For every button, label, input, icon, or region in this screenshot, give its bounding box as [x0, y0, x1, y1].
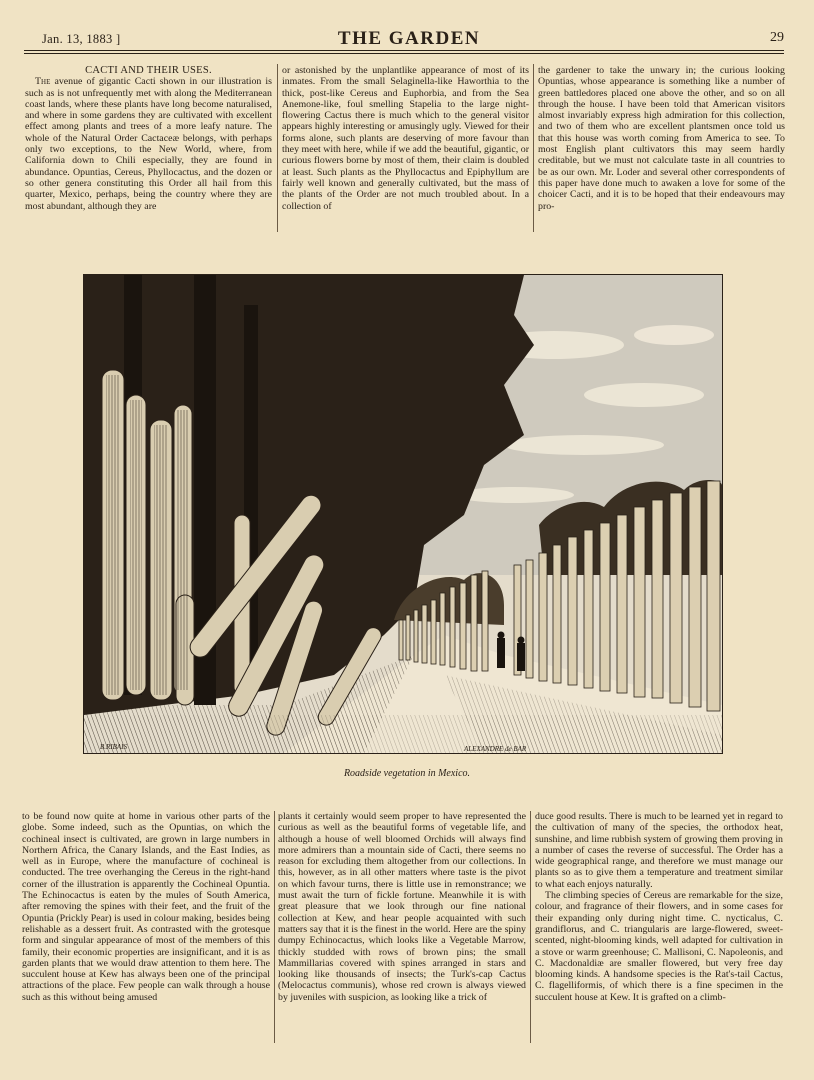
header-rule-thick [24, 50, 784, 51]
paragraph: the gardener to take the unwary in; the curious looking Opuntias, whose appearance is something like a number of green battledores placed one above the other, and so on all through the house. I have been told that American visitors almost invariably express high admiration for this collection, and two of them who are excellent plantsmen once told us that this house was worth coming from America to see. To most English plant cultivators this may seem hardly creditable, but we must not calculate taste in all countries to be as our own. Mr. Loder and several other correspondents of this paper have done much to awaken a love for some of the choicer Cacti, and it is to be hoped that their endeavours may pro- [538, 65, 785, 212]
issue-date: Jan. 13, 1883 ] [42, 32, 121, 46]
page-number: 29 [770, 30, 784, 45]
paragraph: plants it certainly would seem proper to have represented the curious as well as the beautiful forms of vegetable life, and although a house of well bloomed Orchids will always find more admirers than a mountain side of Cacti, there seems no reason for excluding them altogether from our collections. In this, however, as in all other matters where taste is the pivot on which favour turns, there is little use in remonstrance; we must await the turn of fickle fortune. Meanwhile it is with great pleasure that we look through our fine national collection at Kew, and hear people acquainted with such matters say that it is the finest in the world. Here are the spiny dumpy Echinocactus, which looks like a Vegetable Marrow, thickly studded with rows of brown pins; the small Mammillarias covered with spines arranged in stars and looking like thousands of insects; the Turk's-cap Cactus (Melocactus communis), whose red crown is always viewed by juveniles with suspicion, as looking like a trick of [278, 811, 526, 1003]
engraver-signature-right: ALEXANDRE de BAR [464, 745, 527, 753]
article-intro-paragraph [25, 76, 272, 212]
bottom-column-3 [535, 811, 783, 1003]
engraver-signature-left: B.RIBAIS [100, 743, 128, 751]
page-header [34, 30, 784, 50]
column-divider [533, 64, 534, 232]
column-divider [274, 811, 275, 1043]
section-title: CACTI AND THEIR USES. [85, 65, 212, 76]
header-rule-thin [24, 53, 784, 54]
paragraph: or astonished by the unplantlike appearance of most of its inmates. From the small Selaginella-like Haworthia to the thick, post-like Cereus and Euphorbia, and from the Sea Anemone-like, foul smelling Stapelia to the large night-flowering Cactus there is much which to the general visitor appears highly interesting or amusingly ugly. Viewed for their forms alone, such plants are deserving of more favour than they meet with here, while if we add the beautiful, gigantic, or curious flowers borne by most of them, their claim is doubled at least. Such plants as the Phyllocactus and Epiphyllum are fairly well known and generally cultivated, but the mass of the plants of the Order are not much troubled about. In a collection of [282, 65, 529, 212]
paragraph: duce good results. There is much to be learned yet in regard to the cultivation of many of the species, the orthodox heat, sunshine, and lime rubbish system of growing them proving in a number of cases the reverse of successful. The Order has a wide geographical range, and therefore we must manage our plants so as to give them a temperature and treatment similar to what each enjoys naturally. [535, 811, 783, 890]
bottom-column-1 [22, 811, 270, 1003]
column-divider [530, 811, 531, 1043]
top-column-1 [25, 65, 272, 212]
roadside-cacti-engraving [84, 275, 722, 753]
bottom-column-2 [278, 811, 526, 1003]
top-column-2 [282, 65, 529, 212]
paragraph: The climbing species of Cereus are remarkable for the size, colour, and fragrance of their flowers, and in some cases for their expanding only during night time. C. nycticalus, C. grandiflorus, and C. triangularis are large-flowered, sweet-scented, night-blooming kinds, well adapted for cultivation in a stove or warm greenhouse; C. Mallisoni, C. Napoleonis, and C. Macdonaldiæ are smaller flowered, but very free day blooming kinds. A handsome species is the Rat's-tail Cactus, C. flagelliformis, of which there is a fine specimen in the succulent house at Kew. It is grafted on a climb- [535, 890, 783, 1003]
top-column-3 [538, 65, 785, 212]
journal-title: THE GARDEN [337, 28, 481, 49]
column-divider [277, 64, 278, 232]
paragraph: to be found now quite at home in various other parts of the globe. Some indeed, such as the Opuntias, on which the cochineal insect is cultivated, are grown in large numbers in Northern Africa, the Canary Islands, and the East Indies, as well as in Europe, where the manufacture of cochineal is conducted. The tree overhanging the Cereus in the right-hand corner of the illustration is apparently the Cochineal Opuntia. The Echinocactus is eaten by the mules of South America, after removing the spines with their feet, and the fruit of the Opuntia (Prickly Pear) is used in colour making, besides being relishable as a dessert fruit. As contrasted with the grotesque form and singular appearance of most of the members of this family, their economic properties are insignificant, and it is as garden plants that we would draw attention to them here. The succulent house at Kew has always been one of the principal attractions of the place. Few people can walk through a house such as this without being amused [22, 811, 270, 1003]
intro-text: avenue of gigantic Cacti shown in our illustration is such as is not unfrequently met with along the Mediterranean coast lands, where these plants have long become naturalised, and where in some gardens they are cultivated with excellent effect among plants and trees of a more leafy nature. The whole of the Natural Order Cactaceæ belongs, with perhaps only two exceptions, to the New World, where, from California down to Chili especially, they are found in abundance. Opuntias, Cereus, Phyllocactus, and the dozen or so other genera constituting this Order all hail from this quarter, Mexico, perhaps, being the country where they are most abundant, although they are [25, 76, 272, 212]
figure-caption: Roadside vegetation in Mexico. [343, 768, 471, 779]
engraving-illustration [83, 274, 723, 754]
lead-word: The [35, 76, 51, 88]
